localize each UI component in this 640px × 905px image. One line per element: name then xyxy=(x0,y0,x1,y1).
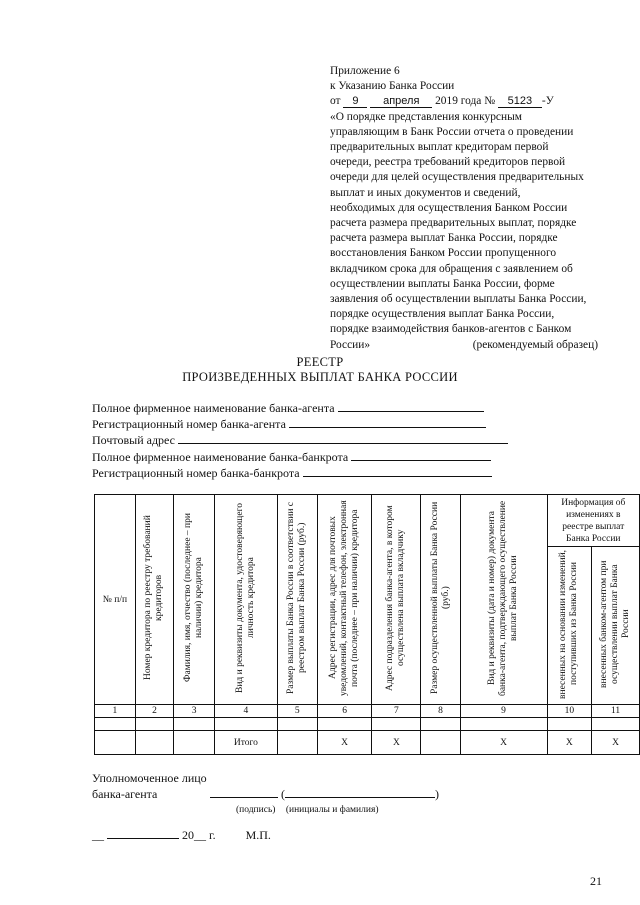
header-address-contacts: Адрес регистрации, адрес для почтовых уведомлений, контактный телефон, электронная почта (последнее – при наличии) кредитора xyxy=(317,495,372,705)
field-agent-regnum-blank[interactable] xyxy=(289,416,486,428)
date-year-text: 2019 года № xyxy=(435,95,496,108)
signature-line: банка-агента ( ) xyxy=(92,787,439,801)
date-month-blank[interactable] xyxy=(107,828,179,839)
field-agent-name: Полное фирменное наименование банка-агента xyxy=(92,400,508,416)
field-postal-address: Почтовый адрес xyxy=(92,432,508,448)
appendix-label: Приложение 6 xyxy=(330,65,400,77)
total-row: Итого X X X X X xyxy=(95,731,640,755)
appendix-reference: к Указанию Банка России xyxy=(330,80,455,93)
register-subtitle: ПРОИЗВЕДЕННЫХ ВЫПЛАТ БАНКА РОССИИ xyxy=(182,370,458,384)
doc-number: 5123 xyxy=(498,96,542,108)
appendix-date-line: от 9 апреля 2019 года № 5123 -У xyxy=(330,95,554,108)
header-creditor-number: Номер кредитора по реестру требований кредиторов xyxy=(135,495,173,705)
appendix-description: «О порядке представления конкурсным управляющим в Банк России отчета о проведении предварительных выплат кредиторам первой очереди, реестра требований кредиторов первой очереди для целей осуществления предварительных выплат и иных документов и сведений, необходимых для осуществления Банком России расчета размера предварительных выплат, порядке расчета размера выплат Банка России, порядке восстановления Банком России пропущенного вкладчиком срока для обращения с заявлением об осуществлении выплаты Банка России, форме заявления об осуществлении выплаты Банка России, порядке осуществления выплат Банка России, порядке взаимодействия банков-агентов с Банком России» xyxy=(330,110,587,351)
header-changes-group: Информация об изменениях в реестре выплат Банка России xyxy=(547,495,639,547)
field-agent-regnum: Регистрационный номер банка-агента xyxy=(92,416,508,432)
header-agent-document: Вид и реквизиты (дата и номер) документа банка-агента, подтверждающего осуществление выплат Банка России xyxy=(460,495,547,705)
field-bankrupt-name-blank[interactable] xyxy=(351,449,491,461)
date-stamp-line: __ 20__ г. М.П. xyxy=(92,828,271,842)
header-changes-bank: внесенных на основании изменений, поступивших из Банка России xyxy=(547,547,592,705)
field-bankrupt-regnum-blank[interactable] xyxy=(303,465,492,477)
date-day: 9 xyxy=(343,96,367,108)
header-changes-agent: внесенных банком-агентом при осуществлении выплат Банка России xyxy=(592,547,640,705)
initials-caption: (инициалы и фамилия) xyxy=(285,805,379,815)
header-number: № п/п xyxy=(95,495,136,705)
table-row xyxy=(95,718,640,731)
date-month: апреля xyxy=(370,96,432,108)
signature-blank[interactable] xyxy=(210,786,278,798)
initials-blank[interactable] xyxy=(285,786,435,798)
column-number-row: 1 2 3 4 5 6 7 8 9 10 11 xyxy=(95,705,640,718)
register-fields xyxy=(92,400,508,481)
appendix-header xyxy=(330,64,615,353)
number-suffix: -У xyxy=(541,95,554,108)
register-table xyxy=(94,494,640,755)
header-creditor-name: Фамилия, имя, отчество (последнее – при наличии) кредитора xyxy=(174,495,215,705)
header-payment-amount: Размер выплаты Банка России в соответствии с реестром выплат Банка России (руб.) xyxy=(277,495,317,705)
field-postal-address-blank[interactable] xyxy=(178,432,508,444)
recommended-sample-note: (рекомендуемый образец) xyxy=(472,339,598,351)
signature-block xyxy=(92,770,439,818)
field-agent-name-blank[interactable] xyxy=(338,400,484,412)
stamp-place: М.П. xyxy=(245,828,271,842)
register-title: РЕЕСТР xyxy=(296,355,344,369)
page-number: 21 xyxy=(590,874,602,888)
field-bankrupt-name: Полное фирменное наименование банка-банкрота xyxy=(92,449,508,465)
total-label: Итого xyxy=(215,731,278,755)
field-bankrupt-regnum: Регистрационный номер банка-банкрота xyxy=(92,465,508,481)
header-id-document: Вид и реквизиты документа, удостоверяющего личность кредитора xyxy=(215,495,278,705)
signature-caption: (подпись) xyxy=(236,805,276,815)
header-agent-branch: Адрес подразделения банка-агента, в котором осуществлена выплата вкладчику xyxy=(372,495,421,705)
header-paid-amount: Размер осуществленной выплаты Банка России (руб.) xyxy=(421,495,460,705)
authorized-person-label: Уполномоченное лицо xyxy=(92,771,207,785)
